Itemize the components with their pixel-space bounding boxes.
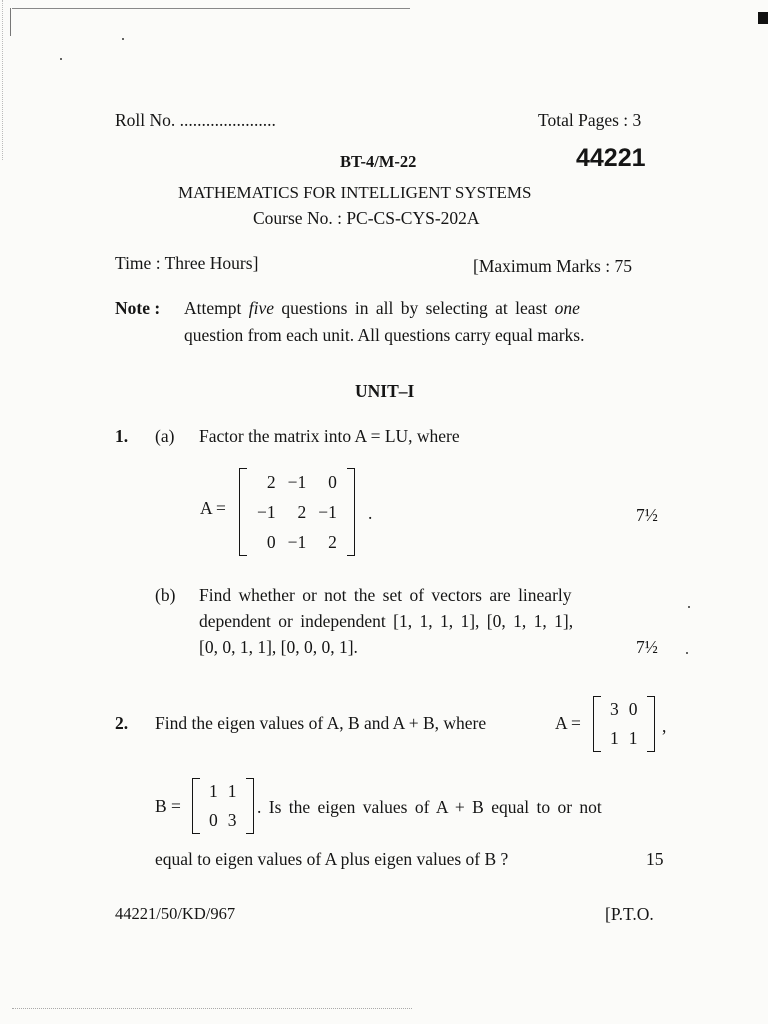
matrix-cell: 1 [209, 781, 218, 801]
scan-speck [60, 58, 62, 60]
q1b-marks: 7½ [636, 637, 658, 657]
matrix-cell: 0 [209, 810, 218, 830]
q2-line-2: . Is the eigen values of A + B equal to or not [257, 797, 602, 817]
matrix-cell: 2 [297, 502, 307, 522]
q2-matrix-a-end: , [662, 716, 667, 736]
matrix-a-3x3 [239, 468, 355, 556]
matrix-cell: 2 [266, 472, 276, 492]
note-line-2: question from each unit. All questions carry equal marks. [184, 325, 585, 345]
matrix-cell: 3 [610, 699, 619, 719]
scan-edge-left [10, 8, 11, 36]
matrix-cell: 2 [328, 532, 337, 552]
matrix-cell: 0 [328, 472, 337, 492]
matrix-b-2x2 [192, 778, 254, 834]
q1a-text: Factor the matrix into A = LU, where [199, 426, 460, 446]
note-emphasis-five: five [248, 298, 274, 318]
matrix-cell: 0 [266, 532, 276, 552]
scan-speck [686, 652, 688, 654]
total-pages: Total Pages : 3 [538, 110, 642, 130]
q2-marks: 15 [646, 849, 664, 869]
matrix-cell: −1 [318, 502, 337, 522]
scan-edge-bottom [12, 1008, 412, 1009]
scan-speck [688, 606, 690, 608]
q2-number: 2. [115, 713, 129, 733]
q2-line-3: equal to eigen values of A plus eigen values of B ? [155, 849, 509, 869]
matrix-cell: 1 [610, 728, 619, 748]
note-text-2: questions in all by selecting at least [281, 298, 548, 318]
q2-matrix-b-lhs: B = [155, 796, 181, 816]
matrix-cell: −1 [257, 502, 276, 522]
scan-edge-right [758, 12, 768, 24]
paper-ref: BT-4/M-22 [340, 152, 417, 171]
q1b-line-3: [0, 0, 1, 1], [0, 0, 0, 1]. [199, 637, 358, 657]
note-emphasis-one: one [554, 298, 580, 318]
note-label: Note : [115, 298, 161, 318]
q1a-marks: 7½ [636, 505, 658, 525]
roll-no: Roll No. ...................... [115, 110, 276, 130]
unit-heading: UNIT–I [355, 381, 415, 401]
q1a-label: (a) [155, 426, 175, 446]
matrix-cell: 3 [227, 810, 237, 830]
q2-line-1: Find the eigen values of A, B and A + B, where [155, 713, 487, 733]
max-marks: [Maximum Marks : 75 [473, 256, 632, 276]
scan-edge-top [12, 8, 410, 9]
matrix-cell: 0 [628, 699, 638, 719]
footer-pto: [P.T.O. [605, 904, 654, 924]
course-no: Course No. : PC-CS-CYS-202A [253, 208, 480, 228]
matrix-cell: −1 [287, 532, 307, 552]
paper-code: 44221 [576, 144, 646, 172]
q1a-matrix-lhs: A = [200, 498, 226, 518]
matrix-cell: 1 [227, 781, 237, 801]
q1b-line-2: dependent or independent [1, 1, 1, 1], [0, 1, 1, 1], [199, 611, 574, 631]
matrix-cell: −1 [287, 472, 307, 492]
q2-matrix-a-lhs: A = [555, 713, 581, 733]
q1a-matrix-end: . [368, 503, 373, 523]
q1b-label: (b) [155, 585, 176, 605]
note-line-1 [184, 298, 580, 319]
q1b-line-1: Find whether or not the set of vectors are linearly [199, 585, 572, 605]
note-text-1: Attempt [184, 298, 242, 318]
q1-number: 1. [115, 426, 129, 446]
scan-speck [122, 38, 124, 40]
scan-edge-dots [2, 0, 3, 160]
matrix-cell: 1 [628, 728, 638, 748]
time-allowed: Time : Three Hours] [115, 253, 259, 273]
footer-code: 44221/50/KD/967 [115, 904, 236, 923]
matrix-a-2x2 [593, 696, 655, 752]
subject-title: MATHEMATICS FOR INTELLIGENT SYSTEMS [178, 183, 532, 202]
